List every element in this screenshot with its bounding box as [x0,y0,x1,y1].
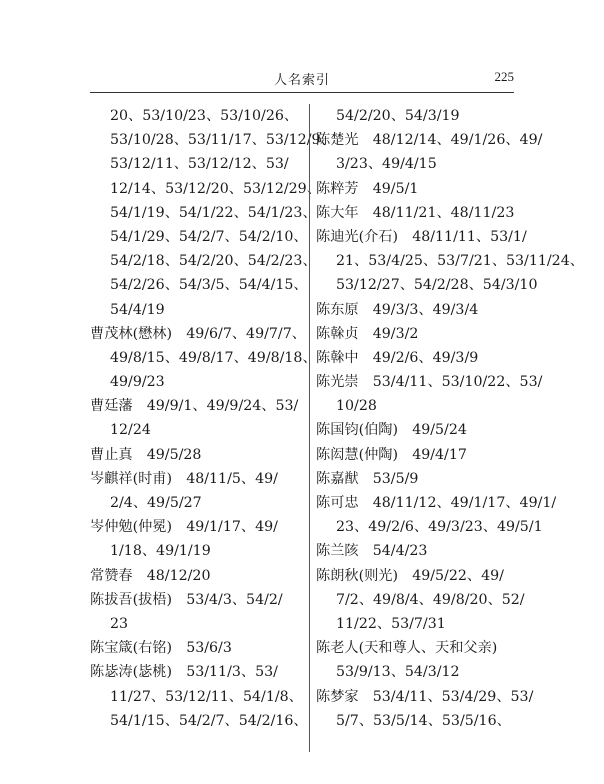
index-entry-continuation-line: 49/8/15、49/8/17、49/8/18、 [110,349,317,366]
index-entry-continuation-line: 2/4、49/5/27 [110,495,202,511]
index-entry [316,636,516,684]
index-entry-head-line: 陈嘉猷 53/5/9 [316,470,419,487]
index-entry-continuation-line: 54/2/18、54/2/20、54/2/23、 [110,253,317,270]
header-rule [90,92,514,93]
index-entry-head-line: 岑仲勉(仲冕) 49/1/17、49/ [90,519,278,536]
index-entry-continuation-line: 49/9/23 [110,374,165,391]
index-entry-head-line: 陈闳慧(仲陶) 49/4/17 [316,446,467,463]
index-entry-continuation-line: 3/23、49/4/15 [336,156,437,173]
index-entry-continuation-line: 7/2、49/8/4、49/8/20、52/ [336,591,525,608]
index-entry-continued [90,104,335,322]
index-entry-continuation-line: 53/12/11、53/12/12、53/ [110,156,289,173]
index-entry-head-line: 曹止真 49/5/28 [90,446,202,463]
index-entry-continuation-line: 53/10/28、53/11/17、53/12/9、 [110,132,335,149]
index-entry [316,539,516,563]
index-entry-head-line: 陈东原 49/3/3、49/3/4 [316,301,479,318]
index-entry-head-line: 陈楚光 48/12/14、49/1/26、49/ [316,132,543,149]
index-entry [316,177,516,201]
index-entry [316,418,516,442]
running-title: 人名索引 [273,73,330,88]
index-entry-head-line: 陈榦贞 49/3/2 [316,325,419,342]
index-entry [90,564,302,588]
index-entry-head-line: 陈兰陔 54/4/23 [316,543,428,560]
index-entry-head-line: 陈粹芳 49/5/1 [316,180,419,197]
index-entry-head-line: 陈迪光(介石) 48/11/11、53/1/ [316,228,527,245]
index-column-right [316,104,584,733]
index-entry [316,298,516,322]
index-entry [316,685,534,733]
index-entry [90,515,302,563]
index-column-left [90,104,335,733]
index-entry [90,588,302,636]
index-entry-continued [316,104,516,128]
index-entry [316,128,543,176]
index-entry-head-line: 曹廷藩 49/9/1、49/9/24、53/ [90,398,299,415]
index-entry-continuation-line: 54/2/26、54/3/5、54/4/15、 [110,277,308,294]
index-entry-head-line: 陈榦中 49/2/6、49/3/9 [316,349,479,366]
page-number: 225 [494,69,514,84]
index-entry [316,564,525,637]
index-entry [316,322,516,346]
index-entry-head-line: 曹茂林(懋林) 49/6/7、49/7/7、 [90,325,306,342]
index-entry-continuation-line: 1/18、49/1/19 [110,543,211,560]
index-entry-continuation-line: 5/7、53/5/14、53/5/16、 [336,712,511,729]
index-entry-continuation-line: 54/2/20、54/3/19 [336,108,460,124]
index-entry [316,346,516,370]
index-entry [90,467,302,515]
index-entry [90,443,302,467]
index-entry-continuation-line: 54/4/19 [110,301,165,318]
index-entry [316,443,516,467]
index-entry-head-line: 陈大年 48/11/21、48/11/23 [316,204,515,221]
index-entry [90,660,308,733]
index-entry-head-line: 陈光崇 53/4/11、53/10/22、53/ [316,374,543,391]
index-entry [90,394,302,442]
index-entry [316,467,516,491]
index-entry-head-line: 陈老人(天和尊人、天和父亲) [316,640,498,657]
index-entry [90,636,302,660]
index-entry-continuation-line: 11/27、53/12/11、54/1/8、 [110,688,303,705]
index-entry-head-line: 陈国钧(伯陶) 49/5/24 [316,422,467,439]
index-entry-continuation-line: 54/1/29、54/2/7、54/2/10、 [110,228,308,245]
index-entry-head-line: 陈拔吾(拔梧) 53/4/3、54/2/ [90,591,283,608]
index-entry-continuation-line: 12/24 [110,422,151,439]
index-entry-continuation-line: 21、53/4/25、53/7/21、53/11/24、 [336,253,584,270]
index-entry-head-line: 常赞春 48/12/20 [90,567,211,584]
index-entry-continuation-line: 11/22、53/7/31 [336,615,446,632]
index-entry [316,225,584,298]
index-entry-continuation-line: 23、49/2/6、49/3/23、49/5/1 [336,519,543,536]
index-entry-continuation-line: 12/14、53/12/20、53/12/29、 [110,180,321,197]
index-entry-head-line: 陈朗秋(则光) 49/5/22、49/ [316,567,504,584]
index-entry-head-line: 陈宝箴(右铭) 53/6/3 [90,640,232,657]
index-entry-head-line: 岑麒祥(时甫) 48/11/5、49/ [90,470,278,487]
index-entry-head-line: 陈毖涛(毖桃) 53/11/3、53/ [90,664,278,681]
index-entry-continuation-line: 54/1/19、54/1/22、54/1/23、 [110,204,317,221]
index-entry-continuation-line: 23 [110,615,129,632]
index-entry-continuation-line: 10/28 [336,398,377,415]
index-entry [316,201,516,225]
index-entry [90,322,317,395]
index-entry-head-line: 陈可忠 48/11/12、49/1/17、49/1/ [316,495,557,511]
index-entry-continuation-line: 20、53/10/23、53/10/26、 [110,108,299,124]
index-entry-continuation-line: 53/9/13、54/3/12 [336,664,460,681]
index-entry-head-line: 陈梦家 53/4/11、53/4/29、53/ [316,688,534,705]
index-entry [316,370,543,418]
column-divider [309,104,310,752]
running-header [90,66,514,90]
index-entry-continuation-line: 53/12/27、54/2/28、54/3/10 [336,277,538,294]
index-entry-continuation-line: 54/1/15、54/2/7、54/2/16、 [110,712,308,729]
index-entry [316,491,557,539]
